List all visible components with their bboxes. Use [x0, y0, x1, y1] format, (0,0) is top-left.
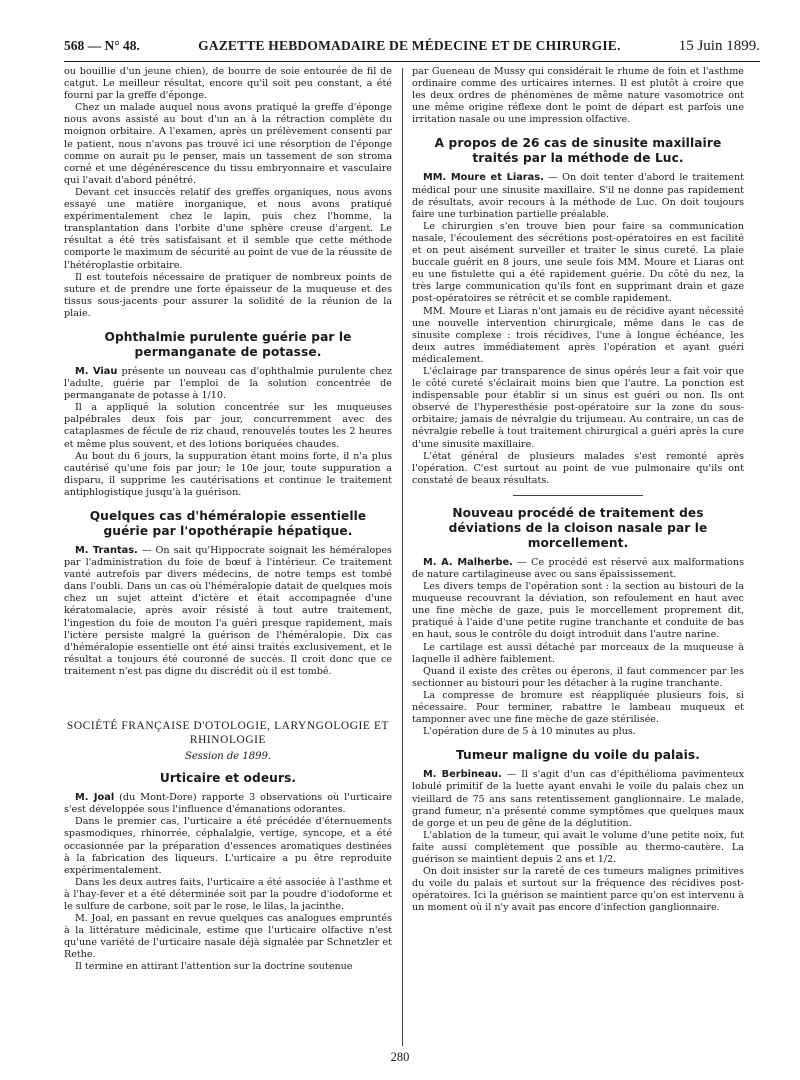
author-name: M. Joal	[75, 792, 115, 804]
paragraph-text: présente un nouveau cas d'ophthalmie purulente chez l'adulte, guérie par l'emploi de la solution concentrée de permanganate de potasse à 1/10.	[64, 365, 392, 402]
paragraph: L'ablation de la tumeur, qui avait le volume d'une petite noix, fut faite aussi complètement que possible au thermo-cautère. La guérison se maintient depuis 2 ans et 1/2.	[412, 829, 744, 865]
author-name: M. Berbineau.	[423, 769, 502, 781]
paragraph: L'éclairage par transparence de sinus opérés leur a fait voir que le côté cureté s'éclairait moins bien que l'autre. La ponction est indispensable pour établir si un sinus est guéri ou non. Ils ont observé de l'hyperesthésie post-opératoire sur la zone du sous-orbitaire; jamais de névralgie du trijumeau. Au contraire, un cas de névralgie rebelle à tout traitement chirurgical a guéri après la cure d'une sinusite maxillaire.	[412, 365, 744, 450]
paragraph: Le chirurgien s'en trouve bien pour faire sa communication nasale, l'écoulement des sécrétions post-opératoires en est facilité et on peut aisément surveiller et traiter le sinus cureté. La plaie buccale guérit en 8 jours, une seule fois MM. Moure et Liaras ont eu une fistulette qui a été rapidement guérie. Du côté du nez, la très large communication qu'ils font en supprimant drain et gaze post-opératoires se rétrécit et se comble rapidement.	[412, 220, 744, 305]
section-title-ophthalmie: Ophthalmie purulente guérie par le permanganate de potasse.	[104, 329, 352, 359]
section-title-hemeralopie: Quelques cas d'héméralopie essentielle guérie par l'opothérapie hépatique.	[89, 509, 367, 538]
author-name: M. A. Malherbe.	[423, 556, 513, 568]
right-column	[412, 66, 744, 1046]
paragraph: Au bout du 6 jours, la suppuration étant moins forte, il n'a plus cautérisé qu'une fois par jour; le 10e jour, toute suppuration a disparu, il supprime les cautérisations et continue le traitement antiphlogistique jusqu'à la guérison.	[64, 450, 392, 498]
page-number: 568 — N° 48.	[64, 38, 140, 53]
section-title-urticaire: Urticaire et odeurs.	[159, 771, 297, 786]
paragraph: On doit insister sur la rareté de ces tumeurs malignes primitives du voile du palais et surtout sur la fréquence des récidives post-opératoires. Ici la guérison se maintient parce qu'on est intervenu à un moment où il n'y avait pas encore d'infection ganglionnaire.	[412, 866, 744, 914]
paragraph: Devant cet insuccès relatif des greffes organiques, nous avons essayé une matière inorganique, et nous avons pratiqué expérimentalement chez le lapin, puis chez l'homme, la transplantation dans l'orbite d'une sphère creuse d'argent. Le résultat a été très satisfaisant et il semble que cette méthode comporte le maximum de sécurité au point de vue de la réussite de l'hétéroplastie orbitaire.	[64, 186, 392, 271]
author-name: M. Trantas.	[75, 545, 138, 556]
folio-number: 280	[390, 1050, 410, 1064]
paragraph	[412, 769, 744, 829]
paragraph: Chez un malade auquel nous avons pratiqué la greffe d'éponge nous avons assisté au bout d'un an à la rétraction complète du moignon orbitaire. A l'examen, après un prélèvement consenti par le patient, nous n'avons pas trouvé ici une résorption de l'éponge comme on aurait pu le penser, mais un tassement de son stroma corné et une dégénérescence du tissu embryonnaire et vasculaire qui l'avait d'abord pénétré.	[64, 102, 392, 186]
paragraph	[412, 557, 744, 581]
paragraph: MM. Moure et Liaras n'ont jamais eu de récidive ayant nécessité une nouvelle intervention chirurgicale, même dans le cas de sinusite complexe : trois récidives, l'une à longue échéance, les deux autres immédiatement après l'opération et ayant guéri médicalement.	[412, 305, 744, 365]
paragraph: L'opération dure de 5 à 10 minutes au plus.	[423, 726, 636, 738]
paragraph: Il a appliqué la solution concentrée sur les muqueuses palpébrales deux fois par jour, concurremment avec des cataplasmes de fécule de riz chaud, renouvelés toutes les 2 heures et même plus souvent, et des lotions boriquées chaudes.	[64, 402, 392, 450]
paragraph-text: — Ce procédé est réservé aux malformations de nature cartilagineuse avec ou sans épaississement.	[412, 556, 744, 580]
paragraph	[412, 172, 744, 220]
paragraph: Les divers temps de l'opération sont : la section au bistouri de la muqueuse recouvrant la déviation, son refoulement en haut avec une fine mèche de gaze, puis le morcellement proprement dit, pratiqué à l'aide d'une petite rugine tranchante et conduite de bas en haut, sous le contrôle du doigt introduit dans l'autre narine.	[412, 581, 744, 641]
paragraph: Quand il existe des crêtes ou éperons, il faut commencer par les sectionner au bistouri pour les détacher à la rugine tranchante.	[412, 665, 744, 689]
paragraph: Dans le premier cas, l'urticaire a été précédée d'éternuements spasmodiques, rhinorrée, céphalalgie, vertige, syncope, et a été occasionnée par la préparation d'essences aromatiques destinées à la fabrication des liqueurs. L'urticaire a pu être reproduite expérimentalement.	[64, 816, 392, 876]
paragraph	[64, 545, 392, 678]
section-title-cloison-nasale: Nouveau procédé de traitement des déviations de la cloison nasale par le morcellement.	[448, 505, 708, 550]
author-name: MM. Moure et Liaras.	[423, 172, 544, 184]
paragraph: Dans les deux autres faits, l'urticaire a été associée à l'asthme et à l'hay-fever et a été déterminée soit par la poudre d'iodoforme et le sulfure de carbone, soit par le rose, le lilas, la jacinthe.	[64, 876, 392, 912]
paragraph	[64, 792, 392, 816]
paragraph: Le cartilage est aussi détaché par morceaux de la muqueuse à laquelle il adhère faiblement.	[412, 641, 744, 665]
paragraph: La compresse de bromure est réappliquée plusieurs fois, si nécessaire. Pour terminer, rabattre le lambeau muqueux et tamponner avec une fine mèche de gaze stérilisée.	[412, 689, 744, 726]
paragraph-text: — Il s'agit d'un cas d'épithélioma pavimenteux lobulé primitif de la luette ayant envahi le voile du palais chez un vieillard de 75 ans sans retentissement ganglionnaire. Le malade, grand fumeur, n'a présenté comme symptômes que quelques maux de gorge et un peu de gêne de la déglutition.	[412, 769, 744, 829]
paragraph: Il est toutefois nécessaire de pratiquer de nombreux points de suture et de prendre une forte épaisseur de la muqueuse et des tissus sous-jacents pour assurer la solidité de la réunion de la plaie.	[64, 271, 392, 319]
issue-date: 15 Juin 1899.	[678, 38, 760, 54]
paragraph: par Gueneau de Mussy qui considérait le rhume de foin et l'asthme ordinaire comme des urticaires internes. Il est plutôt à croire que les deux ordres de phénomènes de même nature vasomotrice ont une même origine réflexe dont le point de départ est parfois une irritation nasale ou une impression olfactive.	[412, 66, 744, 126]
header-rule	[64, 61, 760, 62]
section-title-tumeur-palais: Tumeur maligne du voile du palais.	[455, 748, 700, 763]
paragraph-text: — On doit tenter d'abord le traitement médical pour une sinusite maxillaire. S'il ne donne pas rapidement de résultats, avoir recours à la méthode de Luc. On doit toujours faire une turbination partielle préalable.	[412, 172, 744, 220]
paragraph: Il termine en attirant l'attention sur la doctrine soutenue	[75, 961, 353, 973]
paragraph: M. Joal, en passant en revue quelques cas analogues empruntés à la littérature médicinale, estime que l'urticaire olfactive n'est qu'une variété de l'urticaire nasale déjà signalée par Schnetzler et Rethe.	[64, 913, 392, 961]
section-separator	[64, 700, 392, 701]
paragraph-text: — On sait qu'Hippocrate soignait les héméralopes par l'administration du foie de bœuf à l'intérieur. Ce traitement vanté autrefois par divers médecins, de notre temps est tombé dans l'oubli. Dans un cas où l'héméralopie datait de quelques mois chez un sujet atteint d'ictère et était accompagnée d'une kératomalacie, après avoir résisté à tout autre traitement, l'ingestion du foie de mouton l'a guéri presque rapidement, mais l'ictère persiste malgré la guérison de l'héméralopie. Dix cas d'héméralopie essentielle ont été ainsi traités exclusivement, et le résultat a toujours été couronné de succès. Il croit donc que ce traitement n'est pas digne du discrédit où il est tombé.	[64, 545, 392, 677]
column-divider	[402, 68, 403, 1046]
section-title-sinusite: A propos de 26 cas de sinusite maxillaire traités par la méthode de Luc.	[434, 136, 722, 166]
paragraph: ou bouillie d'un jeune chien), de bourre de soie entourée de fil de catgut. Le meilleur résultat, encore qu'il soit peu constant, a été fourni par la greffe d'éponge.	[64, 66, 392, 102]
left-column	[64, 66, 392, 1046]
journal-title: GAZETTE HEBDOMADAIRE DE MÉDECINE ET DE CHIRURGIE.	[198, 38, 621, 53]
session-subtitle: Session de 1899.	[185, 751, 271, 763]
paragraph: L'état général de plusieurs malades s'est remonté après l'opération. C'est surtout au point de vue pulmonaire qu'ils ont constaté de beaux résultats.	[412, 450, 744, 486]
author-name: M. Viau	[75, 365, 118, 377]
society-heading: SOCIÉTÉ FRANÇAISE D'OTOLOGIE, LARYNGOLOGIE ET RHINOLOGIE	[66, 720, 390, 747]
running-header	[64, 38, 760, 60]
section-separator	[513, 495, 643, 496]
paragraph	[64, 366, 392, 402]
paragraph-text: (du Mont-Dore) rapporte 3 observations où l'urticaire s'est développée sous l'influence d'émanations odorantes.	[64, 792, 392, 816]
